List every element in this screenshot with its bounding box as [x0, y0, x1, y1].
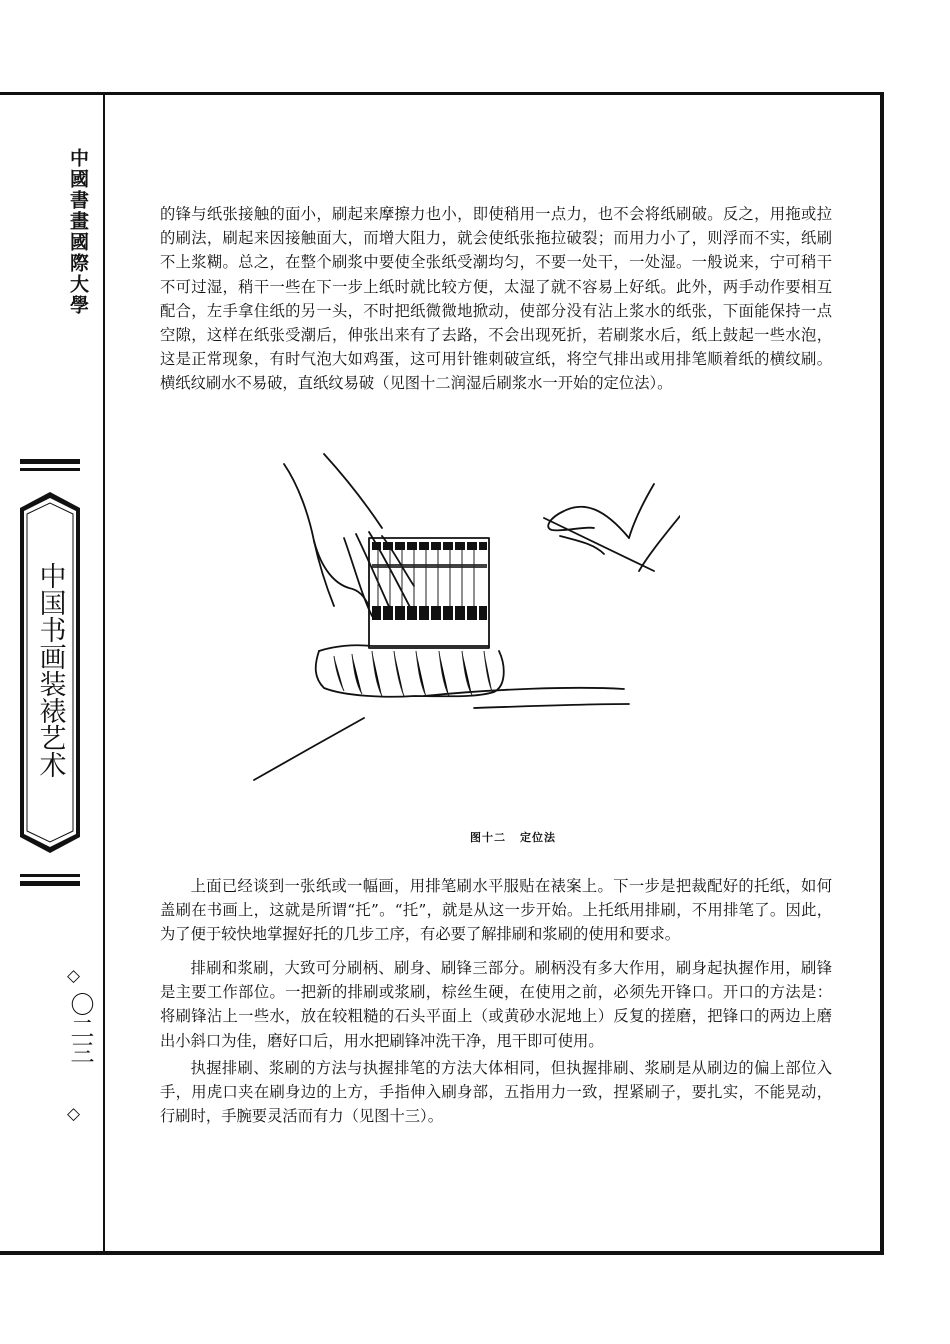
book-title: 中国书画装裱艺术	[34, 562, 66, 778]
title-bottom-bar-thin	[20, 874, 80, 877]
diamond-top-icon: ◇	[67, 966, 81, 986]
page-number: 〇二三	[66, 992, 94, 1064]
paragraph: 的锋与纸张接触的面小，刷起来摩擦力也小，即使稍用一点力，也不会将纸刷破。反之，用拖或拉的刷法，刷起来因接触面大，而增大阻力，就会使纸张拖拉破裂；而用力小了，则浮而不实，纸刷不上浆糊。总之，在整个刷浆中要使全张纸受潮均匀，不要一处干，一处湿。一般说来，宁可稍干不可过湿，稍干一些在下一步上纸时就比较方便，太湿了就不容易上好纸。此外，两手动作要相互配合，左手拿住纸的另一头，不时把纸微微地掀动，使部分没有沾上浆水的纸张，下面能保持一点空隙，这样在纸张受潮后，伸张出来有了去路，不会出现死折，若刷浆水后，纸上鼓起一些水泡，这是正常现象，有时气泡大如鸡蛋，这可用针锥刺破宣纸，将空气排出或用排笔顺着纸的横纹刷。横纸纹刷水不易破，直纸纹易破（见图十二润湿后刷浆水一开始的定位法）。	[160, 205, 832, 393]
paragraph: 上面已经谈到一张纸或一幅画，用排笔刷水平服贴在裱案上。下一步是把裁配好的托纸，如何盖刷在书画上，这就是所谓“托”。“托”，就是从这一步开始。上托纸用排刷，不用排笔了。因此，为了便于较快地掌握好托的几步工序，有必要了解排刷和浆刷的使用和要求。	[160, 877, 832, 944]
figure-title: 定位法	[520, 831, 556, 844]
paragraph: 执握排刷、浆刷的方法与执握排笔的方法大体相同，但执握排刷、浆刷是从刷边的偏上部位入手，用虎口夹在刷身边的上方，手指伸入刷身部，五指用力一致，捏紧刷子，要扎实，不能晃动，行刷时，手腕要灵活而有力（见图十三）。	[160, 1059, 832, 1126]
diamond-bottom-icon: ◇	[67, 1104, 81, 1124]
university-name: 中國書畫國際大學	[67, 148, 89, 316]
title-bottom-bar	[20, 881, 80, 886]
paragraph: 排刷和浆刷，大致可分刷柄、刷身、刷锋三部分。刷柄没有多大作用，刷身起执握作用，刷锋是主要工作部位。一把新的排刷或浆刷，棕丝生硬，在使用之前，必须先开锋口。开口的方法是：将刷锋沾上一些水，放在较粗糙的石头平面上（或黄砂水泥地上）反复的搓磨，把锋口的两边上磨出小斜口为佳，磨好口后，用水把刷锋冲洗干净，甩干即可使用。	[160, 959, 832, 1050]
figure-caption	[470, 829, 570, 845]
figure-number: 图十二	[470, 831, 506, 844]
figure-illustration	[244, 446, 680, 796]
sidebar-divider	[103, 92, 105, 1252]
title-top-bar	[20, 459, 80, 464]
title-top-bar-thin	[20, 468, 80, 471]
